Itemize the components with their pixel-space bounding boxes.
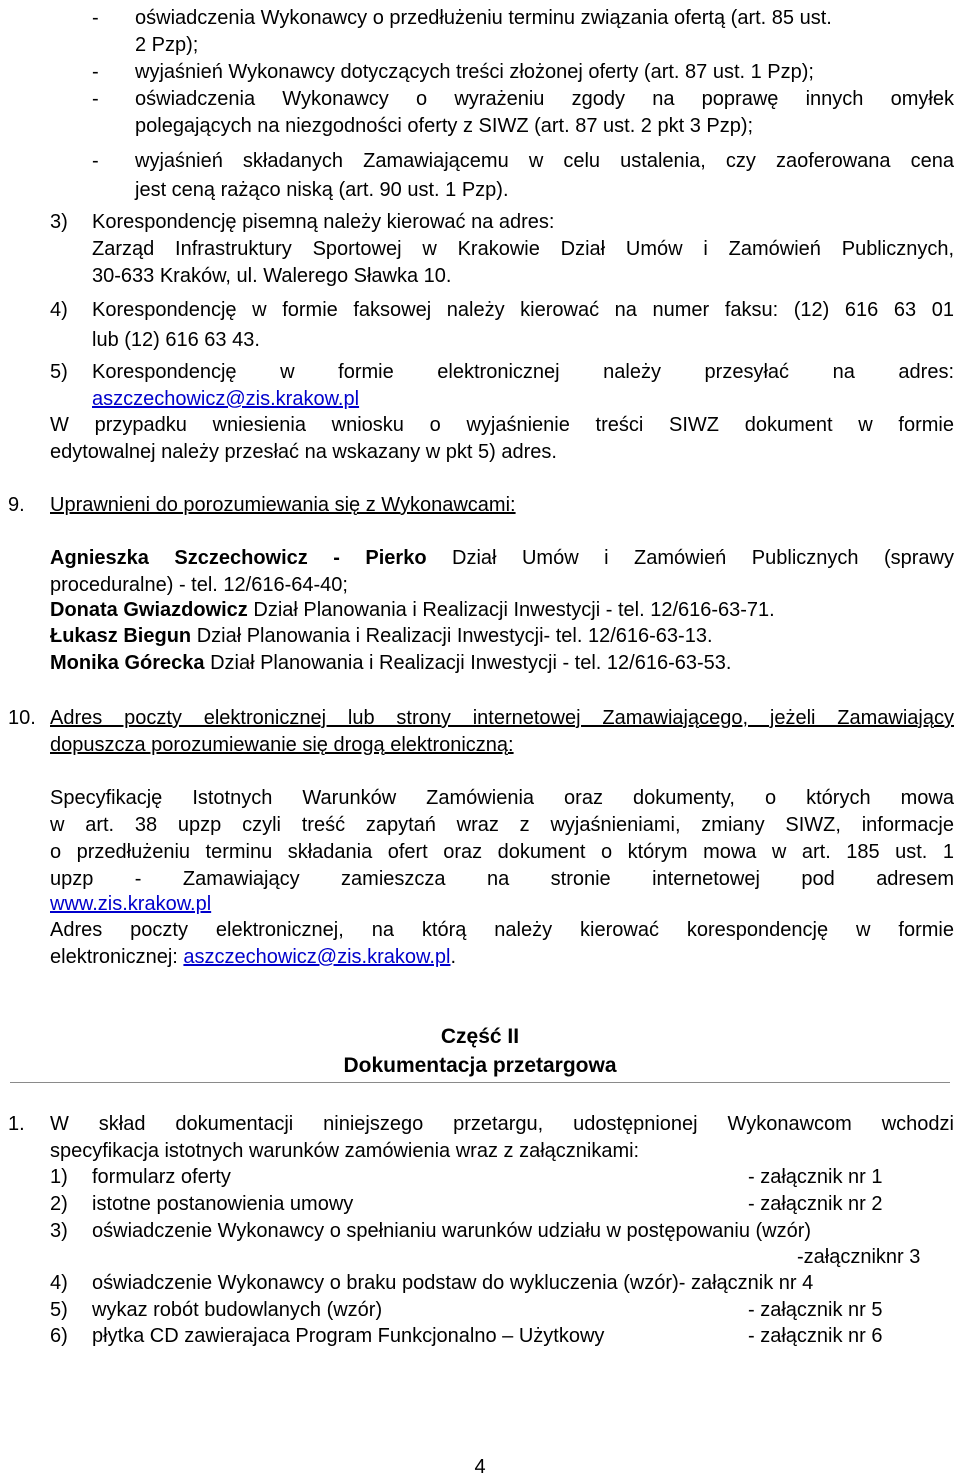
attachment-label: - załącznik nr 2 <box>748 1193 883 1215</box>
page-number: 4 <box>474 1456 486 1478</box>
email-link[interactable]: aszczechowicz@zis.krakow.pl <box>92 388 360 410</box>
section-heading: Adres poczty elektronicznej lub strony internetowej Zamawiającego, jeżeli Zamawiający <box>50 707 954 729</box>
section-heading: dopuszcza porozumiewanie się drogą elektroniczną: <box>50 734 514 756</box>
contact-line <box>50 546 954 572</box>
paragraph-line: W przypadku wniesienia wniosku o wyjaśnienie treści SIWZ dokument w formie <box>50 414 954 436</box>
attachment-label: -załączniknr 3 <box>797 1246 921 1268</box>
contact-line <box>50 624 713 650</box>
point-number: 1. <box>8 1113 25 1135</box>
list-item-text: polegających na niezgodności oferty z SIWZ (art. 87 ust. 2 pkt 3 Pzp); <box>135 115 754 137</box>
paragraph-line: w art. 38 upzp czyli treść zapytań wraz z wyjaśnieniami, zmiany SIWZ, informacje <box>50 814 954 836</box>
mail-prefix: elektronicznej: <box>50 946 178 968</box>
attachment-label: - załącznik nr 6 <box>748 1325 883 1347</box>
point-text: Korespondencję pisemną należy kierować na adres: <box>92 211 555 233</box>
section-number: 9. <box>8 494 25 516</box>
website-link[interactable]: www.zis.krakow.pl <box>50 893 212 915</box>
contact-name: Agnieszka Szczechowicz - Pierko <box>50 547 427 569</box>
paragraph-line: Adres poczty elektronicznej, na którą należy kierować korespondencję w formie <box>50 919 954 941</box>
attachment-text: oświadczenie Wykonawcy o spełnianiu warunków udziału w postępowaniu (wzór) <box>92 1220 812 1242</box>
section-heading: Uprawnieni do porozumiewania się z Wykonawcami: <box>50 494 516 516</box>
attachment-text: istotne postanowienia umowy <box>92 1193 354 1215</box>
paragraph-line: edytowalnej należy przesłać na wskazany w pkt 5) adres. <box>50 441 557 463</box>
attachment-text: wykaz robót budowlanych (wzór) <box>92 1299 383 1321</box>
attachment-text: płytka CD zawierajaca Program Funkcjonalno – Użytkowy <box>92 1325 605 1347</box>
list-item-text: oświadczenia Wykonawcy o przedłużeniu terminu związania ofertą (art. 85 ust. <box>135 7 832 29</box>
attachment-number: 2) <box>50 1193 68 1215</box>
contact-name: Monika Górecka <box>50 652 205 674</box>
contact-detail: Dział Planowania i Realizacji Inwestycji - tel. 12/616-63-71. <box>253 599 775 621</box>
list-dash: - <box>92 88 99 110</box>
list-dash: - <box>92 7 99 29</box>
attachment-label: - załącznik nr 1 <box>748 1166 883 1188</box>
contact-detail: proceduralne) - tel. 12/616-64-40; <box>50 574 348 596</box>
attachment-text: formularz oferty <box>92 1166 231 1188</box>
attachment-number: 3) <box>50 1220 68 1242</box>
attachment-number: 6) <box>50 1325 68 1347</box>
contact-name: Donata Gwiazdowicz <box>50 599 248 621</box>
list-dash: - <box>92 150 99 172</box>
part-subtitle: Dokumentacja przetargowa <box>343 1054 617 1077</box>
address-line: Zarząd Infrastruktury Sportowej w Krakowie Dział Umów i Zamówień Publicznych, <box>92 238 954 260</box>
point-text: specyfikacja istotnych warunków zamówienia wraz z załącznikami: <box>50 1140 640 1162</box>
contact-name: Łukasz Biegun <box>50 625 192 647</box>
paragraph-line: Specyfikację Istotnych Warunków Zamówienia oraz dokumenty, o których mowa <box>50 787 954 809</box>
point-text: Korespondencję w formie faksowej należy kierować na numer faksu: (12) 616 63 01 <box>92 299 954 321</box>
attachment-number: 5) <box>50 1299 68 1321</box>
paragraph-line: o przedłużeniu terminu składania ofert oraz dokument o którym mowa w art. 185 ust. 1 <box>50 841 954 863</box>
list-item-text: wyjaśnień składanych Zamawiającemu w celu ustalenia, czy zaoferowana cena <box>135 150 954 172</box>
point-number: 5) <box>50 361 68 383</box>
contact-line <box>50 651 731 677</box>
point-text: Korespondencję w formie elektronicznej należy przesyłać na adres: <box>92 361 954 383</box>
contact-detail: Dział Planowania i Realizacji Inwestycji- tel. 12/616-63-13. <box>196 625 713 647</box>
paragraph-line: upzp - Zamawiający zamieszcza na stronie internetowej pod adresem <box>50 868 954 890</box>
point-text: W skład dokumentacji niniejszego przetargu, udostępnionej Wykonawcom wchodzi <box>50 1113 954 1135</box>
list-item-text: 2 Pzp); <box>135 34 199 56</box>
point-number: 4) <box>50 299 68 321</box>
point-text: lub (12) 616 63 43. <box>92 329 260 351</box>
attachment-number: 1) <box>50 1166 68 1188</box>
contact-detail: Dział Planowania i Realizacji Inwestycji - tel. 12/616-63-53. <box>210 652 732 674</box>
paragraph-line <box>50 945 456 971</box>
mail-suffix: . <box>450 946 457 968</box>
horizontal-rule <box>10 1082 950 1083</box>
email-link[interactable]: aszczechowicz@zis.krakow.pl <box>183 946 451 968</box>
attachment-number: 4) <box>50 1272 68 1294</box>
list-item-text: oświadczenia Wykonawcy o wyrażeniu zgody na poprawę innych omyłek <box>135 88 954 110</box>
list-item-text: wyjaśnień Wykonawcy dotyczących treści złożonej oferty (art. 87 ust. 1 Pzp); <box>135 61 814 83</box>
attachment-label: - załącznik nr 5 <box>748 1299 883 1321</box>
contact-detail: Dział Umów i Zamówień Publicznych (sprawy <box>452 547 954 569</box>
contact-line <box>50 598 775 624</box>
list-item-text: jest ceną rażąco niską (art. 90 ust. 1 Pzp). <box>135 179 509 201</box>
part-title: Część II <box>440 1025 520 1048</box>
section-number: 10. <box>8 707 36 729</box>
point-number: 3) <box>50 211 68 233</box>
list-dash: - <box>92 61 99 83</box>
address-line: 30-633 Kraków, ul. Walerego Sławka 10. <box>92 265 452 287</box>
attachment-text: oświadczenie Wykonawcy o braku podstaw do wykluczenia (wzór)- załącznik nr 4 <box>92 1272 814 1294</box>
